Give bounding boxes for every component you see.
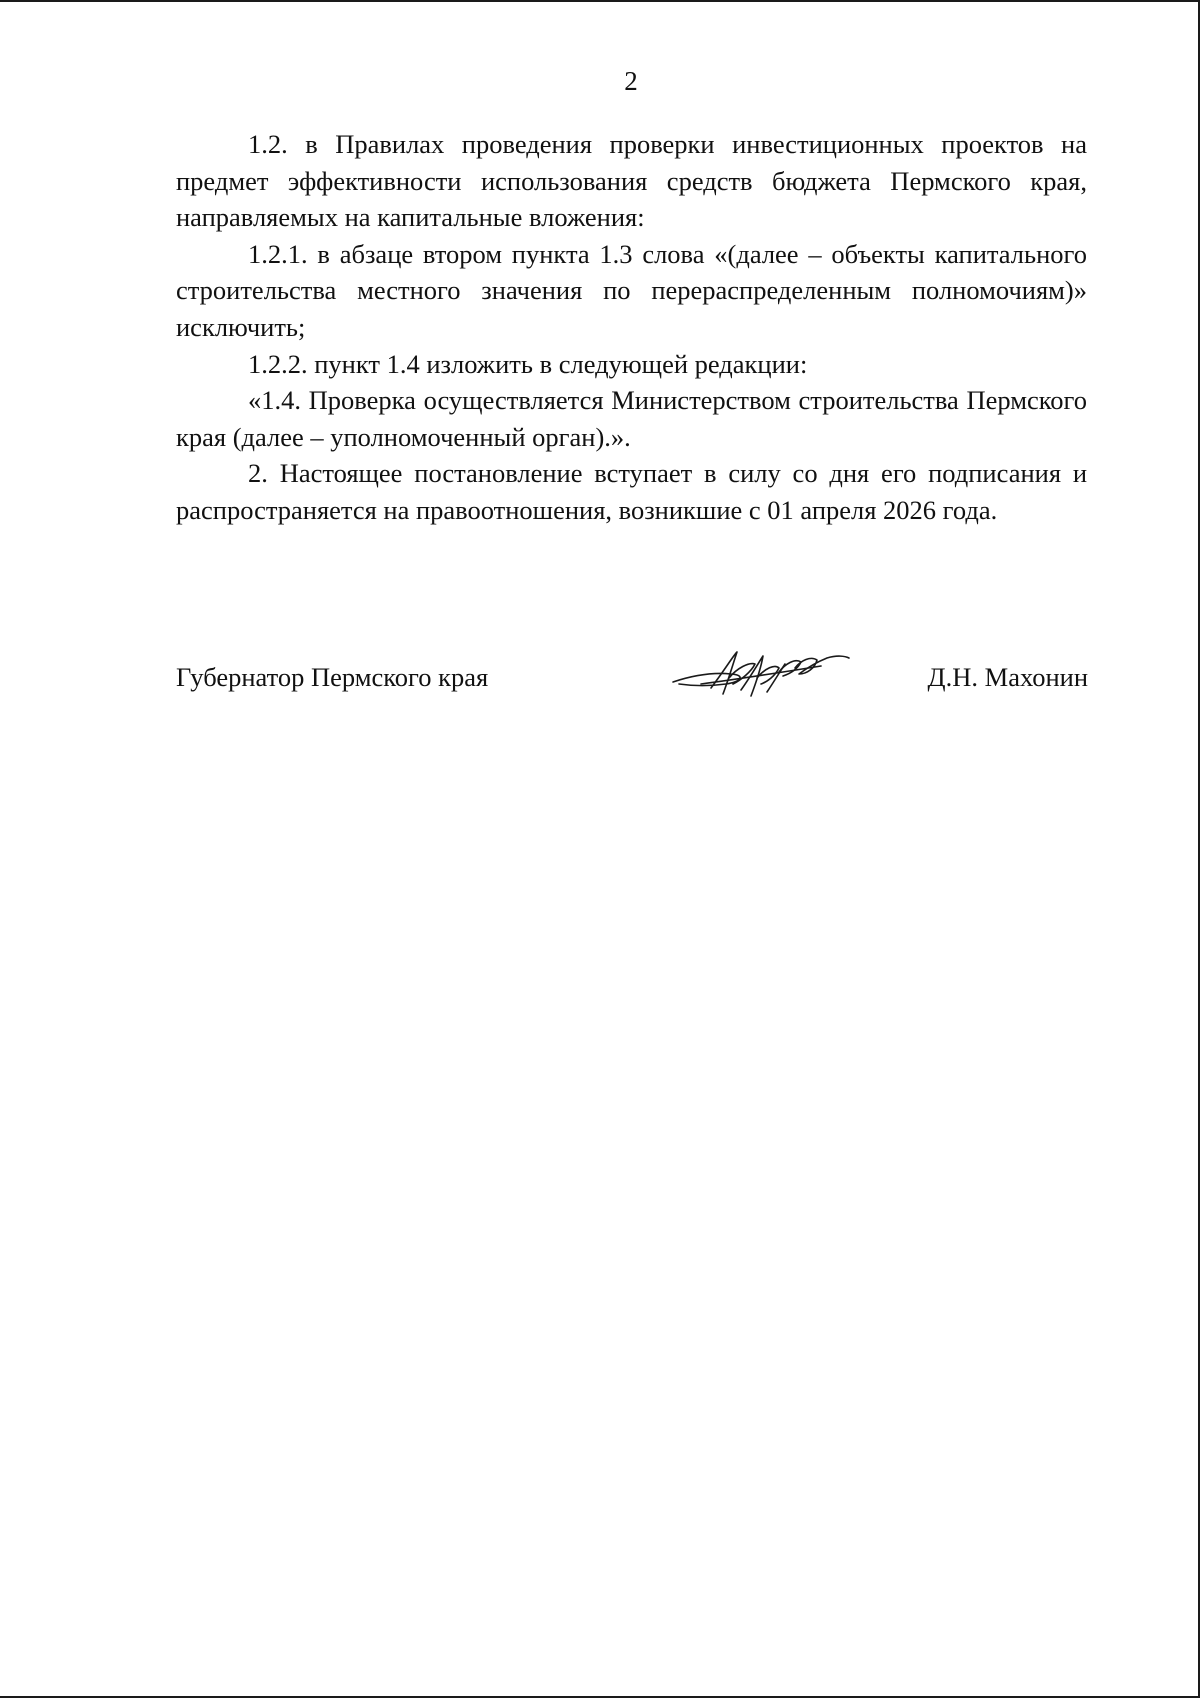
paragraph-1-2-2: 1.2.2. пункт 1.4 изложить в следующей редакции: <box>248 348 808 379</box>
signature-block <box>176 662 1088 702</box>
handwritten-signature <box>671 638 851 708</box>
paragraph-2: 2. Настоящее постановление вступает в силу со дня его подписания и распространяется на правоотношения, возникшие с 01 апреля 2026 года. <box>176 458 1087 525</box>
page-number: 2 <box>624 66 638 96</box>
paragraph-1-4-quote: «1.4. Проверка осуществляется Министерством строительства Пермского края (далее – уполномоченный орган).». <box>176 385 1087 452</box>
paragraph-1-2-1: 1.2.1. в абзаце втором пункта 1.3 слова «(далее – объекты капитального строительства местного значения по перераспределенным полномочиям)» исключить; <box>176 238 1087 342</box>
paragraph-1-2: 1.2. в Правилах проведения проверки инвестиционных проектов на предмет эффективности использования средств бюджета Пермского края, направляемых на капитальные вложения: <box>176 129 1087 233</box>
document-body <box>176 126 1087 529</box>
signatory-position: Губернатор Пермского края <box>176 662 489 692</box>
signatory-name: Д.Н. Махонин <box>927 662 1088 692</box>
